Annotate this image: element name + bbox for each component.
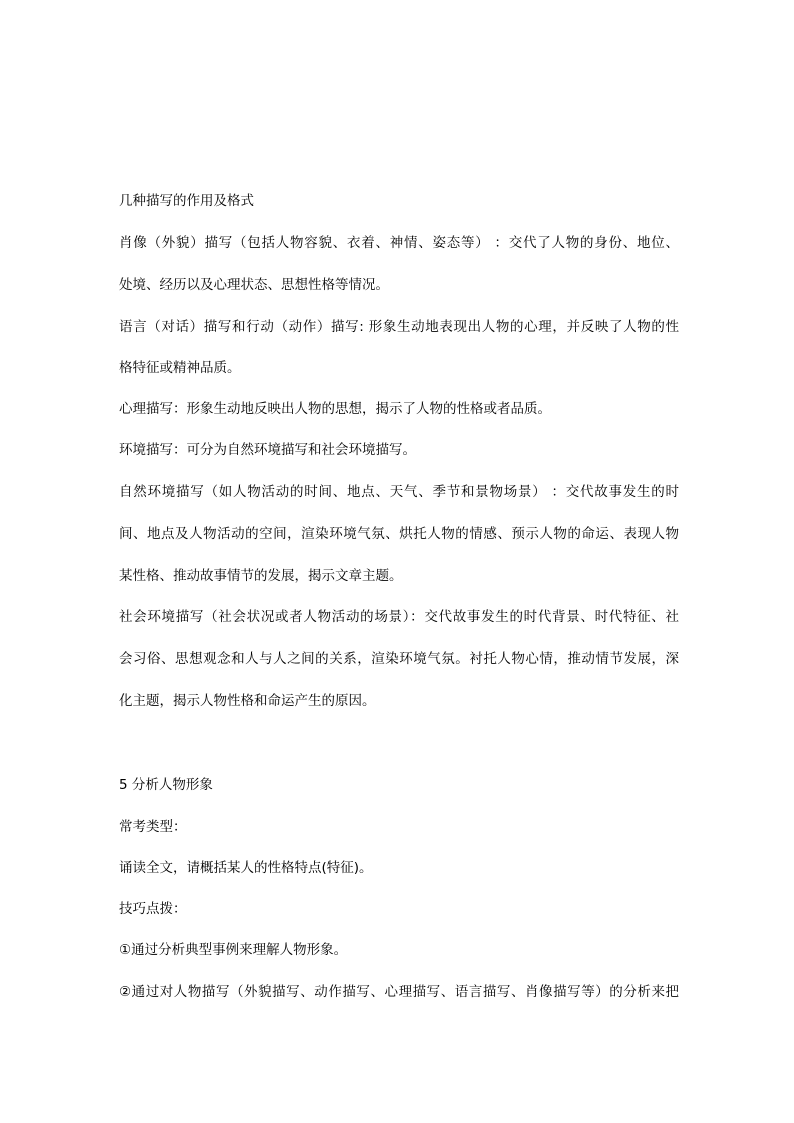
- paragraph-line: 环境描写：可分为自然环境描写和社会环境描写。: [119, 442, 416, 458]
- paragraph-line: 某性格、推动故事情节的发展，揭示文章主题。: [119, 568, 403, 584]
- paragraph-line: 格特征或精神品质。: [119, 360, 241, 376]
- paragraph-line: 肖像（外貌）描写（包括人物容貌、衣着、神情、姿态等） ：交代了人物的身份、地位、: [119, 235, 679, 251]
- paragraph-line: 间、地点及人物活动的空间，渲染环境气氛、烘托人物的情感、预示人物的命运、表现人物: [119, 526, 679, 542]
- paragraph-line: 会习俗、思想观念和人与人之间的关系，渲染环境气氛。衬托人物心情，推动情节发展，深: [119, 651, 679, 667]
- paragraph-line: 自然环境描写（如人物活动的时间、地点、天气、季节和景物场景） ：交代故事发生的时: [119, 484, 679, 500]
- paragraph-line: 处境、经历以及心理状态、思想性格等情况。: [119, 277, 389, 293]
- paragraph-line: 常考类型：: [119, 819, 187, 835]
- list-item: ②通过对人物描写（外貌描写、动作描写、心理描写、语言描写、肖像描写等）的分析来把: [119, 984, 679, 1000]
- paragraph-line: 化主题，揭示人物性格和命运产生的原因。: [119, 693, 376, 709]
- list-item: ①通过分析典型事例来理解人物形象。: [119, 942, 348, 958]
- section-title: 几种描写的作用及格式: [119, 193, 254, 209]
- paragraph-line: 语言（对话）描写和行动（动作）描写: 形象生动地表现出人物的心理，并反映了人物的性: [119, 319, 679, 335]
- section-title: 5 分析人物形象: [119, 777, 213, 793]
- paragraph-line: 心理描写：形象生动地反映出人物的思想，揭示了人物的性格或者品质。: [119, 401, 551, 417]
- paragraph-line: 社会环境描写（社会状况或者人物活动的场景）：交代故事发生的时代背景、时代特征、社: [119, 609, 679, 625]
- paragraph-line: 技巧点拨：: [119, 901, 187, 917]
- paragraph-line: 诵读全文，请概括某人的性格特点(特征)。: [119, 860, 373, 876]
